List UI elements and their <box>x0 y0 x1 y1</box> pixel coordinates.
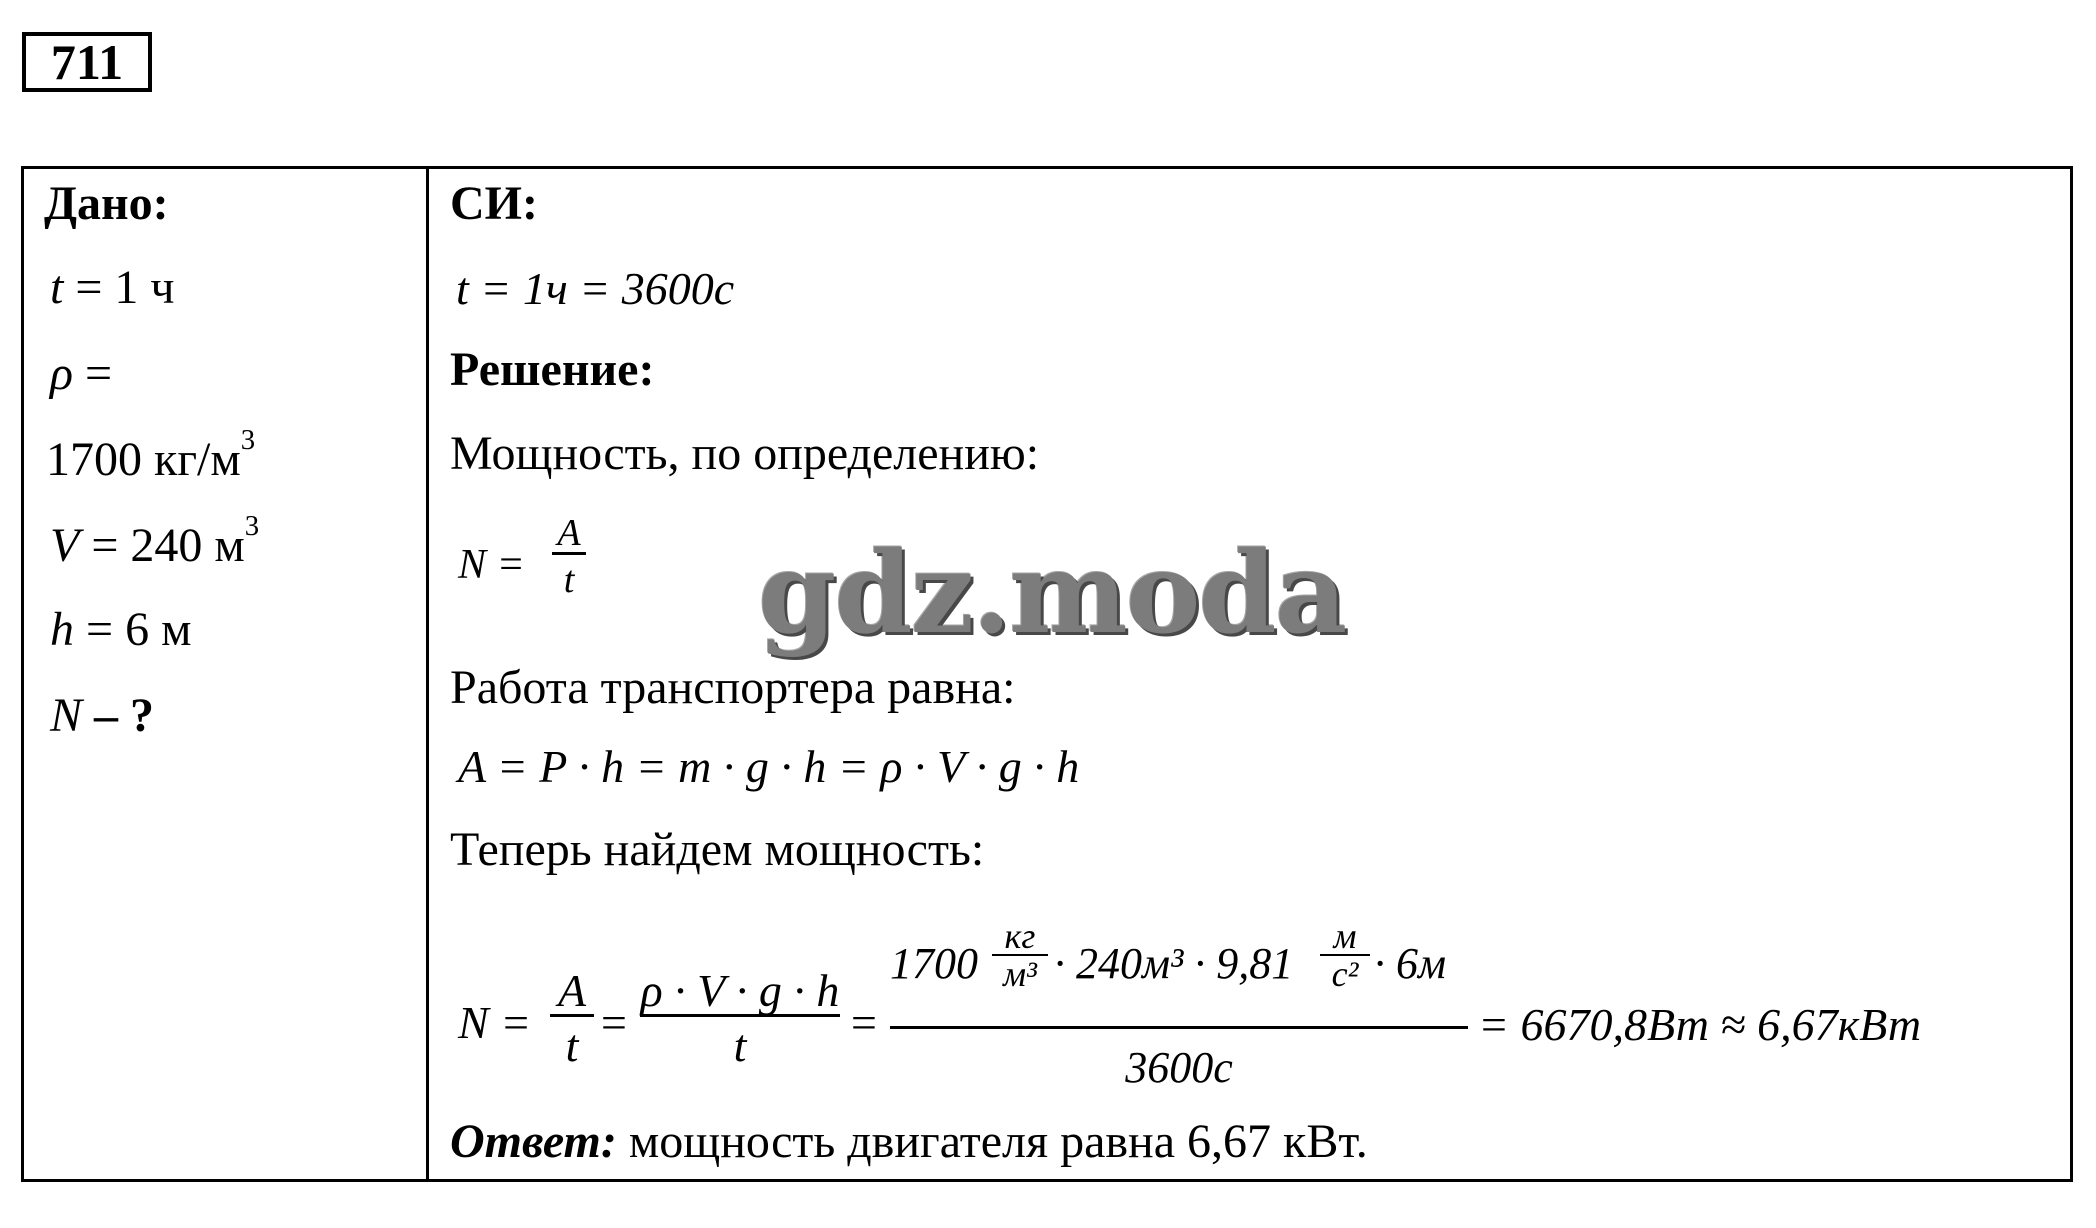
unit-kg-per-m3: кг м³ <box>992 918 1048 992</box>
given-rho: ρ = <box>50 347 113 400</box>
final-result: = 6670,8Вт ≈ 6,67кВт <box>1478 999 1922 1050</box>
unit-m-per-s2: м с² <box>1320 918 1370 992</box>
final-den-3600: 3600с <box>1125 1043 1233 1092</box>
final-num-1700: 1700 <box>890 939 978 988</box>
work-text: Работа транспортера равна: <box>450 661 1016 714</box>
final-num-6m: · 6м <box>1374 939 1447 988</box>
si-conversion: t = 1ч = 3600с <box>456 263 735 314</box>
given-header: Дано: <box>44 177 169 230</box>
watermark: gdz.moda <box>758 528 1346 659</box>
given-n-unknown: N – ? <box>50 689 155 742</box>
work-formula: A = P · h = m · g · h = ρ · V · g · h <box>458 741 1080 792</box>
final-eq-2: = <box>848 997 880 1048</box>
given-rho-value: 1700 $кг/м^3$ <box>46 424 256 486</box>
power-def-lhs: N = <box>458 542 525 588</box>
si-header: СИ: <box>450 177 538 230</box>
power-definition-text: Мощность, по определению: <box>450 427 1040 480</box>
problem-number: 711 <box>22 32 152 92</box>
final-lhs: N = <box>458 997 532 1048</box>
final-fraction-1: A t <box>550 968 594 1069</box>
given-h: h = 6 м <box>50 603 192 656</box>
given-t: t = 1 ч <box>50 261 175 314</box>
column-divider <box>426 166 429 1182</box>
power-def-fraction: A t <box>552 514 586 599</box>
find-power-text: Теперь найдем мощность: <box>450 823 985 876</box>
given-v: V = 240 $м^3$ <box>50 510 260 572</box>
final-fraction-bar <box>890 1026 1468 1029</box>
final-fraction-2: ρ · V · g · h t <box>640 965 840 1071</box>
final-eq-1: = <box>598 997 630 1048</box>
solution-header: Решение: <box>450 343 655 396</box>
final-fraction-3 <box>890 916 1470 1092</box>
answer-line: Ответ: мощность двигателя равна 6,67 кВт. <box>450 1115 1368 1168</box>
final-num-middle: · 240м³ · 9,81 <box>1054 939 1294 988</box>
